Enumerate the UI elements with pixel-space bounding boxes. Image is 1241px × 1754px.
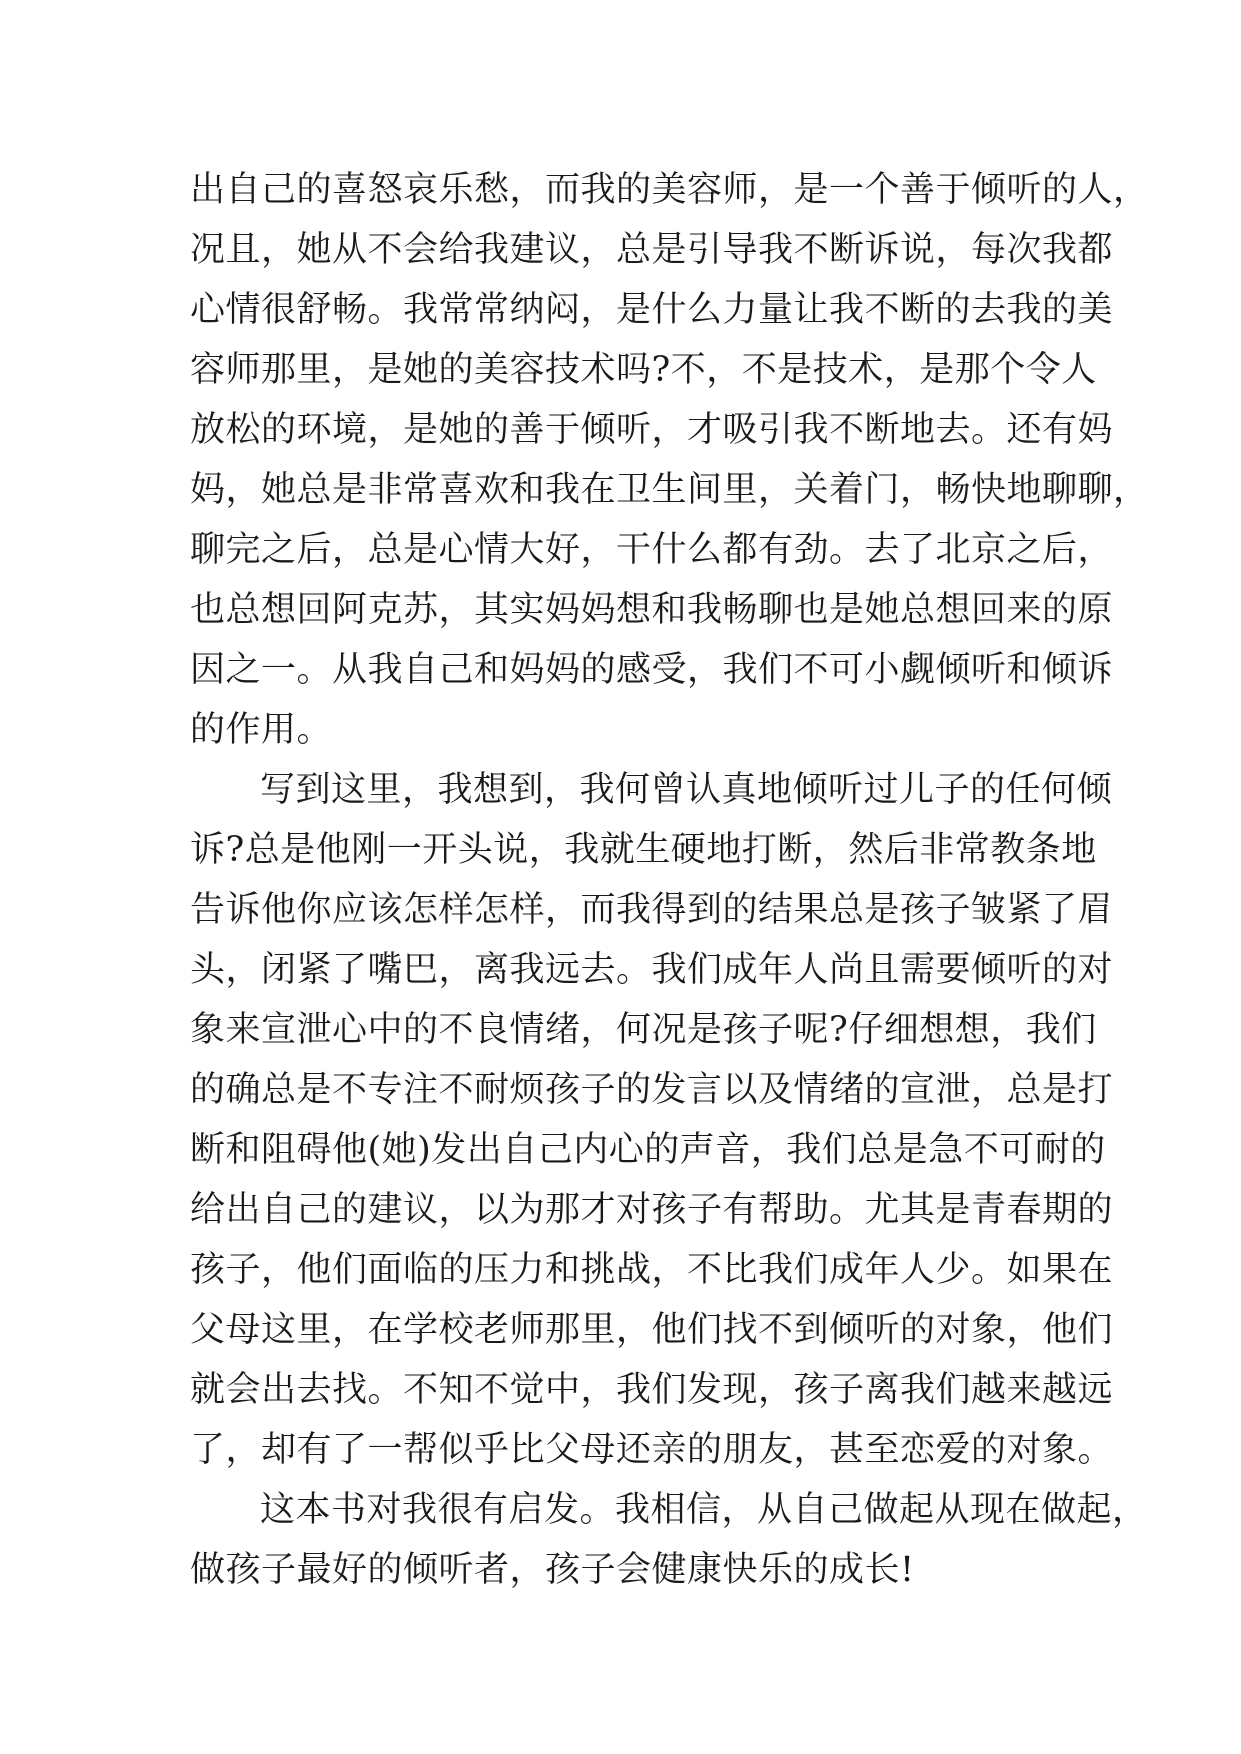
text-line: 孩子，他们面临的压力和挑战，不比我们成年人少。如果在 xyxy=(190,1250,1114,1290)
text-line: 告诉他你应该怎样怎样，而我得到的结果总是孩子皱紧了眉 xyxy=(190,890,1114,930)
text-line: 的确总是不专注不耐烦孩子的发言以及情绪的宣泄，总是打 xyxy=(190,1070,1114,1110)
text-line: 况且，她从不会给我建议，总是引导我不断诉说，每次我都 xyxy=(190,230,1114,270)
paragraph-start-line: 这本书对我很有启发。我相信，从自己做起从现在做起， xyxy=(260,1490,1148,1530)
text-line: 做孩子最好的倾听者，孩子会健康快乐的成长! xyxy=(190,1550,915,1590)
text-line: 断和阻碍他(她)发出自己内心的声音，我们总是急不可耐的 xyxy=(190,1130,1106,1170)
text-line: 头，闭紧了嘴巴，离我远去。我们成年人尚且需要倾听的对 xyxy=(190,950,1114,990)
document-body xyxy=(190,160,1149,1600)
text-line: 心情很舒畅。我常常纳闷，是什么力量让我不断的去我的美 xyxy=(190,290,1114,330)
text-line: 因之一。从我自己和妈妈的感受，我们不可小觑倾听和倾诉 xyxy=(190,650,1114,690)
text-line: 放松的环境，是她的善于倾听，才吸引我不断地去。还有妈 xyxy=(190,410,1114,450)
text-line: 聊完之后，总是心情大好，干什么都有劲。去了北京之后， xyxy=(190,530,1114,570)
text-line: 象来宣泄心中的不良情绪，何况是孩子呢?仔细想想，我们 xyxy=(190,1010,1097,1050)
text-line: 父母这里，在学校老师那里，他们找不到倾听的对象，他们 xyxy=(190,1310,1114,1350)
text-line: 就会出去找。不知不觉中，我们发现，孩子离我们越来越远 xyxy=(190,1370,1114,1410)
text-line: 诉?总是他刚一开头说，我就生硬地打断，然后非常教条地 xyxy=(190,830,1097,870)
paragraph-start-line: 写到这里，我想到，我何曾认真地倾听过儿子的任何倾 xyxy=(260,770,1113,810)
text-line: 的作用。 xyxy=(190,710,333,750)
text-line: 容师那里，是她的美容技术吗?不，不是技术，是那个令人 xyxy=(190,350,1097,390)
text-line: 也总想回阿克苏，其实妈妈想和我畅聊也是她总想回来的原 xyxy=(190,590,1114,630)
text-line: 妈，她总是非常喜欢和我在卫生间里，关着门，畅快地聊聊， xyxy=(190,470,1149,510)
text-line: 出自己的喜怒哀乐愁，而我的美容师，是一个善于倾听的人， xyxy=(190,170,1149,210)
text-line: 给出自己的建议，以为那才对孩子有帮助。尤其是青春期的 xyxy=(190,1190,1114,1230)
text-line: 了，却有了一帮似乎比父母还亲的朋友，甚至恋爱的对象。 xyxy=(190,1430,1114,1470)
